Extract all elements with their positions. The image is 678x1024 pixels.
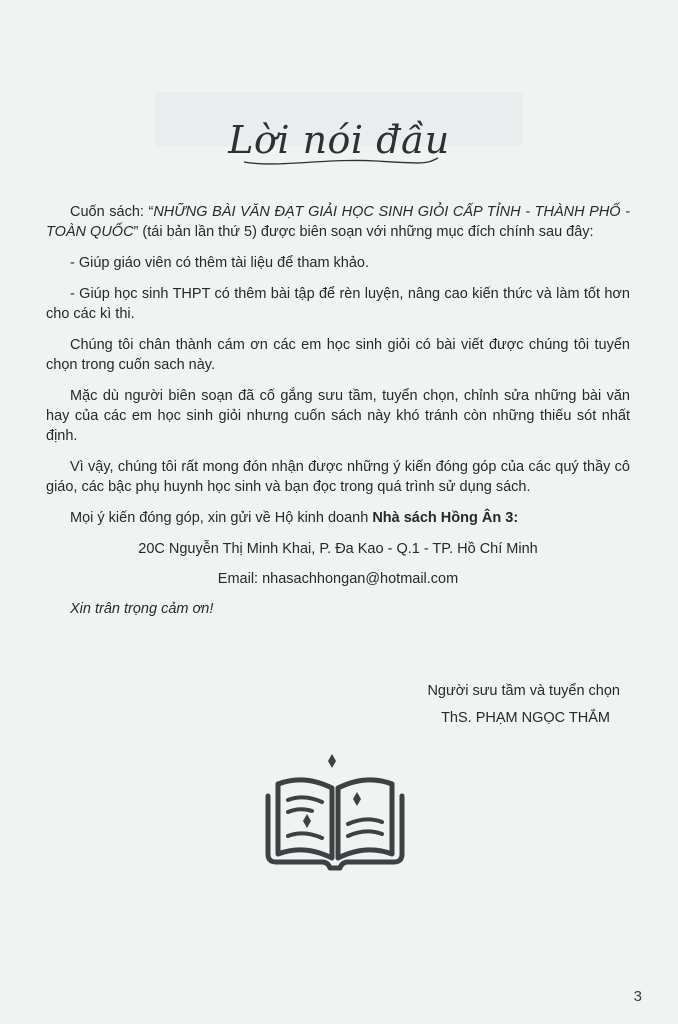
- contact-lead: Mọi ý kiến đóng góp, xin gửi về Hộ kinh doanh: [70, 510, 373, 526]
- purpose-students: - Giúp học sinh THPT có thêm bài tập để rèn luyện, nâng cao kiến thức và làm tốt hơn cho các kì thi.: [46, 286, 630, 322]
- purpose-teachers: - Giúp giáo viên có thêm tài liệu để tham khảo.: [70, 255, 370, 271]
- title-flourish-icon: [236, 152, 446, 168]
- book-title: NHỮNG BÀI VĂN ĐẠT GIẢI HỌC SINH GIỎI CẤP TỈNH - THÀNH PHỐ - TOÀN QUỐC: [46, 204, 630, 240]
- preface-body: [46, 202, 630, 630]
- signature-role-text: Người sưu tầm và tuyển chọn: [427, 683, 620, 699]
- intro-lead: Cuốn sách: “: [70, 204, 154, 220]
- contact-paragraph: [46, 508, 630, 528]
- page-title: Lời nói đầu: [228, 118, 450, 162]
- intro-paragraph: [46, 202, 630, 242]
- contact-colon: :: [513, 510, 519, 526]
- intro-tail: ” (tái bản lần thứ 5) được biên soạn với những mục đích chính sau đây:: [133, 224, 594, 240]
- limitations-paragraph: Mặc dù người biên soạn đã cố gắng sưu tầm, tuyển chọn, chỉnh sửa những bài văn hay của các em học sinh giỏi nhưng cuốn sách này khó tránh còn những thiếu sót nhất định.: [46, 388, 630, 444]
- publisher-address: 20C Nguyễn Thị Minh Khai, P. Đa Kao - Q.1 - TP. Hồ Chí Minh: [138, 541, 538, 557]
- thanks-paragraph: Chúng tôi chân thành cám ơn các em học sinh giỏi có bài viết được chúng tôi tuyển chọn trong cuốn sach này.: [46, 337, 630, 373]
- feedback-paragraph: Vì vậy, chúng tôi rất mong đón nhận được những ý kiến đóng góp của các quý thầy cô giáo, các bậc phụ huynh học sinh và bạn đọc trong quá trình sử dụng sách.: [46, 459, 630, 495]
- page-number: 3: [633, 988, 642, 1005]
- closing-thanks: Xin trân trọng cảm ơn!: [70, 601, 214, 617]
- open-book-icon: [260, 754, 410, 874]
- publisher-email: Email: nhasachhongan@hotmail.com: [217, 571, 459, 587]
- signature-name-text: ThS. PHẠM NGỌC THẮM: [441, 710, 610, 726]
- publisher-name: Nhà sách Hồng Ân 3: [372, 510, 514, 526]
